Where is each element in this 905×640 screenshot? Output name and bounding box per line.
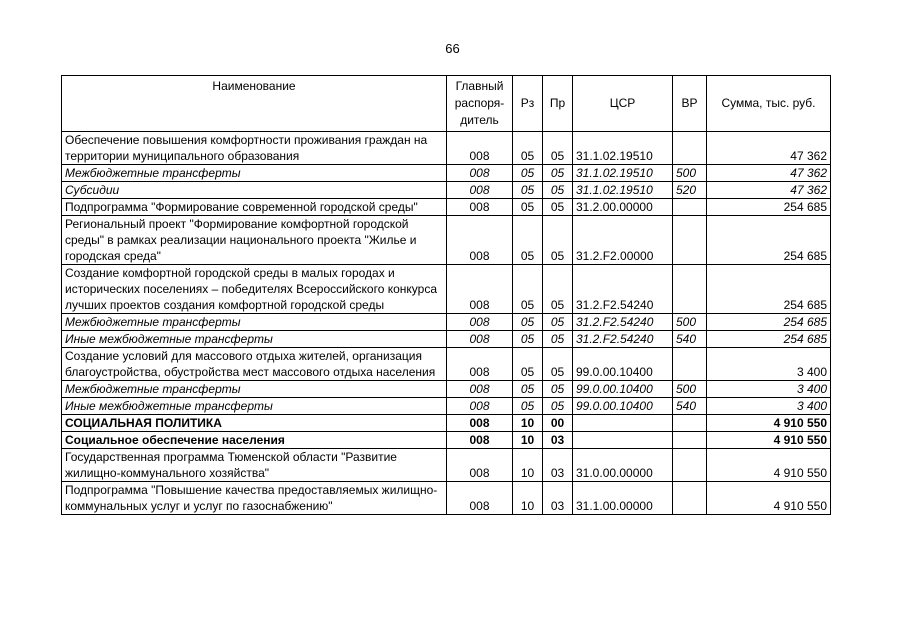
cell-pr: 00 bbox=[543, 415, 573, 432]
cell-name: Создание комфортной городской среды в малых городах и исторических поселениях – победителях Всероссийского конкурса лучших проектов создания комфортной городской среды bbox=[62, 265, 447, 314]
cell-name: СОЦИАЛЬНАЯ ПОЛИТИКА bbox=[62, 415, 447, 432]
cell-pr: 05 bbox=[543, 199, 573, 216]
cell-sum: 254 685 bbox=[707, 265, 831, 314]
cell-rz: 10 bbox=[513, 415, 543, 432]
cell-rz: 05 bbox=[513, 199, 543, 216]
table-row bbox=[62, 449, 831, 482]
cell-pr: 05 bbox=[543, 265, 573, 314]
cell-csr bbox=[573, 432, 673, 449]
cell-name: Межбюджетные трансферты bbox=[62, 314, 447, 331]
header-name: Наименование bbox=[62, 76, 447, 132]
page-number: 66 bbox=[445, 41, 460, 56]
cell-sum: 47 362 bbox=[707, 165, 831, 182]
cell-main-manager: 008 bbox=[447, 132, 513, 165]
cell-sum: 4 910 550 bbox=[707, 415, 831, 432]
cell-main-manager: 008 bbox=[447, 331, 513, 348]
cell-vr bbox=[673, 415, 707, 432]
cell-sum: 254 685 bbox=[707, 331, 831, 348]
cell-rz: 05 bbox=[513, 314, 543, 331]
cell-csr: 31.1.02.19510 bbox=[573, 165, 673, 182]
cell-pr: 05 bbox=[543, 216, 573, 265]
cell-sum: 3 400 bbox=[707, 381, 831, 398]
cell-rz: 05 bbox=[513, 348, 543, 381]
header-vr: ВР bbox=[673, 76, 707, 132]
cell-main-manager: 008 bbox=[447, 398, 513, 415]
cell-csr: 31.1.00.00000 bbox=[573, 482, 673, 515]
cell-sum: 4 910 550 bbox=[707, 482, 831, 515]
cell-vr bbox=[673, 265, 707, 314]
cell-pr: 05 bbox=[543, 398, 573, 415]
cell-name: Подпрограмма "Повышение качества предоставляемых жилищно-коммунальных услуг и услуг по газоснабжению" bbox=[62, 482, 447, 515]
cell-main-manager: 008 bbox=[447, 265, 513, 314]
cell-pr: 05 bbox=[543, 381, 573, 398]
table-header-row bbox=[62, 76, 831, 132]
cell-csr: 99.0.00.10400 bbox=[573, 348, 673, 381]
header-main-manager: Главный распоря-дитель bbox=[447, 76, 513, 132]
table-row bbox=[62, 265, 831, 314]
cell-pr: 03 bbox=[543, 482, 573, 515]
cell-vr bbox=[673, 482, 707, 515]
cell-sum: 254 685 bbox=[707, 314, 831, 331]
cell-csr bbox=[573, 415, 673, 432]
table-row bbox=[62, 482, 831, 515]
cell-name: Создание условий для массового отдыха жителей, организация благоустройства, обустройства мест массового отдыха населения bbox=[62, 348, 447, 381]
cell-sum: 254 685 bbox=[707, 216, 831, 265]
cell-vr: 540 bbox=[673, 331, 707, 348]
cell-pr: 05 bbox=[543, 132, 573, 165]
cell-csr: 99.0.00.10400 bbox=[573, 381, 673, 398]
cell-rz: 05 bbox=[513, 182, 543, 199]
cell-csr: 31.2.00.00000 bbox=[573, 199, 673, 216]
cell-vr: 520 bbox=[673, 182, 707, 199]
cell-csr: 31.2.F2.00000 bbox=[573, 216, 673, 265]
cell-sum: 3 400 bbox=[707, 398, 831, 415]
cell-sum: 4 910 550 bbox=[707, 432, 831, 449]
cell-main-manager: 008 bbox=[447, 348, 513, 381]
cell-rz: 05 bbox=[513, 381, 543, 398]
cell-rz: 10 bbox=[513, 449, 543, 482]
cell-csr: 31.2.F2.54240 bbox=[573, 331, 673, 348]
header-rz: Рз bbox=[513, 76, 543, 132]
cell-pr: 05 bbox=[543, 314, 573, 331]
cell-sum: 47 362 bbox=[707, 182, 831, 199]
cell-vr: 540 bbox=[673, 398, 707, 415]
cell-main-manager: 008 bbox=[447, 449, 513, 482]
cell-sum: 47 362 bbox=[707, 132, 831, 165]
cell-main-manager: 008 bbox=[447, 482, 513, 515]
cell-name: Межбюджетные трансферты bbox=[62, 165, 447, 182]
cell-name: Межбюджетные трансферты bbox=[62, 381, 447, 398]
cell-name: Региональный проект "Формирование комфортной городской среды" в рамках реализации национального проекта "Жилье и городская среда" bbox=[62, 216, 447, 265]
cell-pr: 05 bbox=[543, 182, 573, 199]
cell-main-manager: 008 bbox=[447, 199, 513, 216]
cell-main-manager: 008 bbox=[447, 216, 513, 265]
cell-rz: 05 bbox=[513, 331, 543, 348]
cell-main-manager: 008 bbox=[447, 415, 513, 432]
table-row bbox=[62, 415, 831, 432]
cell-sum: 4 910 550 bbox=[707, 449, 831, 482]
table-row bbox=[62, 132, 831, 165]
cell-vr bbox=[673, 199, 707, 216]
cell-main-manager: 008 bbox=[447, 432, 513, 449]
table-row bbox=[62, 348, 831, 381]
cell-main-manager: 008 bbox=[447, 314, 513, 331]
cell-sum: 3 400 bbox=[707, 348, 831, 381]
cell-vr bbox=[673, 449, 707, 482]
cell-main-manager: 008 bbox=[447, 165, 513, 182]
header-pr: Пр bbox=[543, 76, 573, 132]
header-csr: ЦСР bbox=[573, 76, 673, 132]
cell-vr bbox=[673, 216, 707, 265]
table-row bbox=[62, 165, 831, 182]
header-sum: Сумма, тыс. руб. bbox=[707, 76, 831, 132]
table-row bbox=[62, 432, 831, 449]
cell-csr: 31.0.00.00000 bbox=[573, 449, 673, 482]
table-row bbox=[62, 182, 831, 199]
cell-name: Иные межбюджетные трансферты bbox=[62, 331, 447, 348]
cell-rz: 05 bbox=[513, 265, 543, 314]
cell-pr: 05 bbox=[543, 348, 573, 381]
cell-csr: 31.1.02.19510 bbox=[573, 132, 673, 165]
cell-sum: 254 685 bbox=[707, 199, 831, 216]
cell-rz: 05 bbox=[513, 216, 543, 265]
cell-name: Обеспечение повышения комфортности проживания граждан на территории муниципального образования bbox=[62, 132, 447, 165]
cell-pr: 03 bbox=[543, 449, 573, 482]
cell-vr bbox=[673, 432, 707, 449]
cell-pr: 03 bbox=[543, 432, 573, 449]
table-row bbox=[62, 199, 831, 216]
table-row bbox=[62, 314, 831, 331]
cell-vr: 500 bbox=[673, 381, 707, 398]
cell-name: Социальное обеспечение населения bbox=[62, 432, 447, 449]
budget-table bbox=[61, 75, 831, 515]
cell-vr: 500 bbox=[673, 165, 707, 182]
cell-vr: 500 bbox=[673, 314, 707, 331]
cell-csr: 99.0.00.10400 bbox=[573, 398, 673, 415]
table-row bbox=[62, 331, 831, 348]
cell-rz: 10 bbox=[513, 482, 543, 515]
table-row bbox=[62, 381, 831, 398]
cell-csr: 31.1.02.19510 bbox=[573, 182, 673, 199]
cell-rz: 10 bbox=[513, 432, 543, 449]
cell-rz: 05 bbox=[513, 398, 543, 415]
table-row bbox=[62, 398, 831, 415]
cell-main-manager: 008 bbox=[447, 381, 513, 398]
cell-name: Субсидии bbox=[62, 182, 447, 199]
cell-vr bbox=[673, 348, 707, 381]
cell-main-manager: 008 bbox=[447, 182, 513, 199]
table-row bbox=[62, 216, 831, 265]
cell-name: Иные межбюджетные трансферты bbox=[62, 398, 447, 415]
cell-csr: 31.2.F2.54240 bbox=[573, 314, 673, 331]
cell-name: Государственная программа Тюменской области "Развитие жилищно-коммунального хозяйства" bbox=[62, 449, 447, 482]
cell-pr: 05 bbox=[543, 165, 573, 182]
cell-pr: 05 bbox=[543, 331, 573, 348]
table-body bbox=[62, 132, 831, 515]
cell-name: Подпрограмма "Формирование современной городской среды" bbox=[62, 199, 447, 216]
cell-vr bbox=[673, 132, 707, 165]
cell-rz: 05 bbox=[513, 165, 543, 182]
cell-csr: 31.2.F2.54240 bbox=[573, 265, 673, 314]
cell-rz: 05 bbox=[513, 132, 543, 165]
